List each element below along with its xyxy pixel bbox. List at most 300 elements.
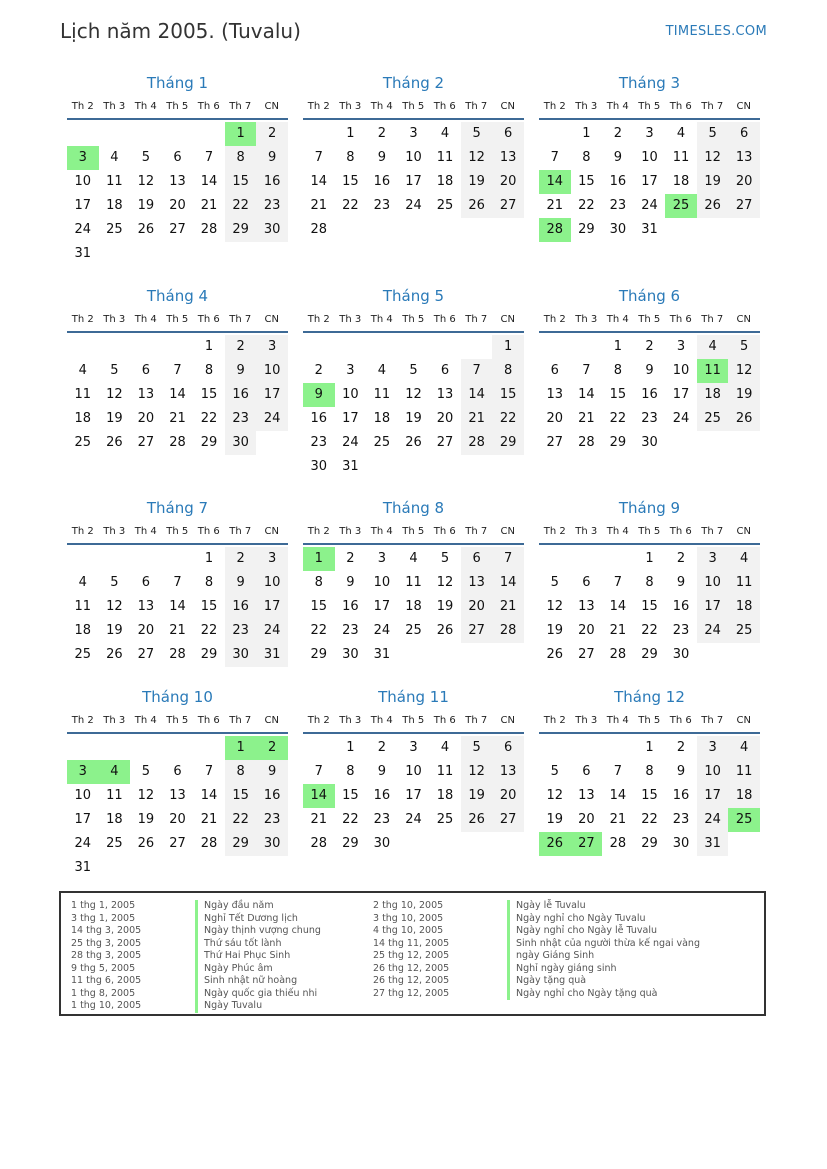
day-cell[interactable]: 20 [578,812,595,827]
day-cell[interactable]: 22 [225,194,257,218]
day-cell[interactable]: 17 [405,174,422,189]
day-cell[interactable]: 26 [697,194,729,218]
day-cell[interactable]: 30 [609,222,627,237]
day-cell[interactable]: 18 [74,623,92,638]
day-cell[interactable]: 1 [346,740,355,755]
day-cell[interactable]: 23 [672,623,690,638]
day-cell[interactable]: 8 [346,150,355,165]
day-cell[interactable]: 11 [74,599,92,614]
day-cell[interactable]: 1 [582,126,591,141]
day-cell[interactable]: 7 [204,764,214,779]
day-cell[interactable]: 24 [672,411,690,426]
day-cell[interactable]: 30 [672,647,690,662]
day-cell[interactable]: 28 [492,619,524,643]
day-cell[interactable]: 22 [641,812,658,827]
day-cell[interactable]: 22 [492,407,524,431]
day-cell[interactable]: 16 [256,170,288,194]
day-cell[interactable]: 26 [728,407,760,431]
holiday-day-cell[interactable]: 27 [571,832,603,856]
day-cell[interactable]: 2 [613,126,623,141]
day-cell[interactable]: 23 [225,619,257,643]
day-cell[interactable]: 15 [310,599,328,614]
day-cell[interactable]: 13 [436,387,454,402]
day-cell[interactable]: 30 [225,643,257,667]
day-cell[interactable]: 20 [578,623,595,638]
day-cell[interactable]: 15 [641,788,658,803]
day-cell[interactable]: 12 [436,575,454,590]
day-cell[interactable]: 27 [492,808,524,832]
day-cell[interactable]: 14 [609,788,627,803]
day-cell[interactable]: 15 [578,174,595,189]
day-cell[interactable]: 5 [550,764,559,779]
day-cell[interactable]: 4 [676,126,686,141]
day-cell[interactable]: 14 [169,387,186,402]
day-cell[interactable]: 18 [728,784,760,808]
day-cell[interactable]: 11 [672,150,690,165]
day-cell[interactable]: 25 [106,836,123,851]
day-cell[interactable]: 3 [256,335,288,359]
day-cell[interactable]: 2 [346,551,355,566]
day-cell[interactable]: 12 [405,387,422,402]
day-cell[interactable]: 19 [106,411,123,426]
day-cell[interactable]: 20 [728,170,760,194]
day-cell[interactable]: 5 [697,122,729,146]
day-cell[interactable]: 16 [672,599,690,614]
day-cell[interactable]: 22 [310,623,328,638]
day-cell[interactable]: 16 [672,788,690,803]
day-cell[interactable]: 24 [697,619,729,643]
day-cell[interactable]: 30 [310,459,328,474]
day-cell[interactable]: 21 [546,198,564,213]
day-cell[interactable]: 2 [256,122,288,146]
day-cell[interactable]: 6 [582,764,591,779]
day-cell[interactable]: 22 [225,808,257,832]
day-cell[interactable]: 23 [373,198,391,213]
day-cell[interactable]: 16 [225,595,257,619]
day-cell[interactable]: 6 [440,363,450,378]
day-cell[interactable]: 9 [645,363,654,378]
day-cell[interactable]: 3 [409,126,418,141]
day-cell[interactable]: 5 [141,150,151,165]
day-cell[interactable]: 17 [697,784,729,808]
day-cell[interactable]: 22 [342,812,359,827]
day-cell[interactable]: 31 [373,647,391,662]
day-cell[interactable]: 17 [74,812,92,827]
day-cell[interactable]: 7 [204,150,214,165]
day-cell[interactable]: 10 [373,575,391,590]
day-cell[interactable]: 24 [641,198,658,213]
day-cell[interactable]: 4 [78,363,87,378]
day-cell[interactable]: 16 [373,174,391,189]
day-cell[interactable]: 11 [728,760,760,784]
day-cell[interactable]: 15 [200,387,218,402]
day-cell[interactable]: 31 [74,860,92,875]
day-cell[interactable]: 17 [256,595,288,619]
day-cell[interactable]: 5 [461,122,493,146]
day-cell[interactable]: 1 [645,551,654,566]
day-cell[interactable]: 19 [137,198,155,213]
day-cell[interactable]: 15 [609,387,627,402]
site-link[interactable]: TIMESLES.COM [665,24,767,39]
day-cell[interactable]: 27 [461,619,493,643]
day-cell[interactable]: 9 [256,760,288,784]
day-cell[interactable]: 21 [169,623,186,638]
day-cell[interactable]: 11 [373,387,391,402]
day-cell[interactable]: 5 [110,363,119,378]
day-cell[interactable]: 21 [578,411,595,426]
day-cell[interactable]: 10 [697,760,729,784]
day-cell[interactable]: 13 [728,146,760,170]
day-cell[interactable]: 27 [137,647,155,662]
day-cell[interactable]: 26 [461,808,493,832]
day-cell[interactable]: 24 [256,619,288,643]
day-cell[interactable]: 28 [461,431,493,455]
day-cell[interactable]: 12 [728,359,760,383]
day-cell[interactable]: 16 [609,174,627,189]
day-cell[interactable]: 18 [405,599,422,614]
day-cell[interactable]: 29 [641,836,658,851]
day-cell[interactable]: 20 [436,411,454,426]
day-cell[interactable]: 14 [310,174,328,189]
day-cell[interactable]: 30 [373,836,391,851]
day-cell[interactable]: 23 [373,812,391,827]
day-cell[interactable]: 23 [310,435,328,450]
day-cell[interactable]: 3 [697,736,729,760]
day-cell[interactable]: 9 [676,764,686,779]
day-cell[interactable]: 26 [405,435,422,450]
day-cell[interactable]: 20 [492,170,524,194]
day-cell[interactable]: 29 [310,647,328,662]
day-cell[interactable]: 1 [492,335,524,359]
day-cell[interactable]: 25 [436,812,454,827]
day-cell[interactable]: 9 [676,575,686,590]
day-cell[interactable]: 7 [173,575,182,590]
day-cell[interactable]: 8 [204,363,214,378]
day-cell[interactable]: 17 [405,788,422,803]
day-cell[interactable]: 4 [78,575,87,590]
day-cell[interactable]: 12 [461,146,493,170]
day-cell[interactable]: 21 [169,411,186,426]
day-cell[interactable]: 21 [310,198,328,213]
day-cell[interactable]: 7 [550,150,559,165]
holiday-day-cell[interactable]: 26 [539,832,571,856]
day-cell[interactable]: 1 [204,551,214,566]
holiday-day-cell[interactable]: 1 [225,122,257,146]
day-cell[interactable]: 19 [728,383,760,407]
day-cell[interactable]: 10 [672,363,690,378]
day-cell[interactable]: 2 [676,740,686,755]
holiday-day-cell[interactable]: 4 [99,760,131,784]
day-cell[interactable]: 15 [225,784,257,808]
day-cell[interactable]: 20 [461,595,493,619]
day-cell[interactable]: 15 [342,174,359,189]
day-cell[interactable]: 16 [342,599,359,614]
day-cell[interactable]: 19 [436,599,454,614]
day-cell[interactable]: 27 [728,194,760,218]
day-cell[interactable]: 20 [169,812,186,827]
day-cell[interactable]: 2 [645,339,654,354]
day-cell[interactable]: 31 [641,222,658,237]
day-cell[interactable]: 7 [492,547,524,571]
day-cell[interactable]: 5 [110,575,119,590]
day-cell[interactable]: 13 [578,788,595,803]
day-cell[interactable]: 19 [461,170,493,194]
day-cell[interactable]: 12 [106,387,123,402]
day-cell[interactable]: 19 [137,812,155,827]
day-cell[interactable]: 30 [641,435,658,450]
day-cell[interactable]: 23 [256,194,288,218]
day-cell[interactable]: 29 [200,647,218,662]
holiday-day-cell[interactable]: 9 [303,383,335,407]
day-cell[interactable]: 3 [409,740,418,755]
day-cell[interactable]: 27 [169,836,186,851]
day-cell[interactable]: 19 [546,812,564,827]
day-cell[interactable]: 5 [141,764,151,779]
day-cell[interactable]: 14 [461,383,493,407]
day-cell[interactable]: 26 [461,194,493,218]
holiday-day-cell[interactable]: 1 [303,547,335,571]
day-cell[interactable]: 3 [645,126,654,141]
day-cell[interactable]: 13 [578,599,595,614]
day-cell[interactable]: 21 [492,595,524,619]
day-cell[interactable]: 9 [225,571,257,595]
holiday-day-cell[interactable]: 25 [728,808,760,832]
day-cell[interactable]: 14 [609,599,627,614]
day-cell[interactable]: 20 [137,411,155,426]
day-cell[interactable]: 2 [225,335,257,359]
day-cell[interactable]: 21 [200,812,218,827]
day-cell[interactable]: 19 [106,623,123,638]
day-cell[interactable]: 6 [582,575,591,590]
day-cell[interactable]: 6 [492,122,524,146]
day-cell[interactable]: 24 [697,808,729,832]
day-cell[interactable]: 11 [106,174,123,189]
day-cell[interactable]: 17 [373,599,391,614]
holiday-day-cell[interactable]: 28 [539,218,571,242]
day-cell[interactable]: 10 [641,150,658,165]
day-cell[interactable]: 10 [74,788,92,803]
day-cell[interactable]: 6 [141,363,151,378]
day-cell[interactable]: 22 [342,198,359,213]
day-cell[interactable]: 2 [377,740,387,755]
day-cell[interactable]: 29 [342,836,359,851]
day-cell[interactable]: 7 [461,359,493,383]
day-cell[interactable]: 23 [609,198,627,213]
day-cell[interactable]: 21 [609,812,627,827]
day-cell[interactable]: 4 [728,547,760,571]
day-cell[interactable]: 25 [697,407,729,431]
day-cell[interactable]: 3 [676,339,686,354]
day-cell[interactable]: 8 [204,575,214,590]
day-cell[interactable]: 23 [672,812,690,827]
day-cell[interactable]: 17 [74,198,92,213]
day-cell[interactable]: 23 [256,808,288,832]
day-cell[interactable]: 24 [256,407,288,431]
day-cell[interactable]: 29 [225,832,257,856]
day-cell[interactable]: 25 [74,647,92,662]
day-cell[interactable]: 17 [342,411,359,426]
day-cell[interactable]: 8 [582,150,591,165]
day-cell[interactable]: 18 [436,788,454,803]
day-cell[interactable]: 13 [546,387,564,402]
day-cell[interactable]: 12 [546,788,564,803]
day-cell[interactable]: 4 [440,126,450,141]
day-cell[interactable]: 4 [697,335,729,359]
day-cell[interactable]: 14 [169,599,186,614]
day-cell[interactable]: 18 [672,174,690,189]
day-cell[interactable]: 7 [314,150,323,165]
day-cell[interactable]: 11 [728,571,760,595]
day-cell[interactable]: 4 [377,363,387,378]
day-cell[interactable]: 18 [106,198,123,213]
day-cell[interactable]: 7 [613,764,623,779]
holiday-day-cell[interactable]: 1 [225,736,257,760]
day-cell[interactable]: 2 [676,551,686,566]
day-cell[interactable]: 25 [74,435,92,450]
day-cell[interactable]: 30 [672,836,690,851]
day-cell[interactable]: 9 [225,359,257,383]
day-cell[interactable]: 29 [578,222,595,237]
day-cell[interactable]: 26 [546,647,564,662]
day-cell[interactable]: 12 [106,599,123,614]
day-cell[interactable]: 6 [461,547,493,571]
day-cell[interactable]: 11 [436,150,454,165]
day-cell[interactable]: 8 [225,760,257,784]
day-cell[interactable]: 7 [613,575,623,590]
day-cell[interactable]: 24 [405,812,422,827]
day-cell[interactable]: 15 [492,383,524,407]
day-cell[interactable]: 29 [641,647,658,662]
day-cell[interactable]: 6 [728,122,760,146]
holiday-day-cell[interactable]: 25 [665,194,697,218]
day-cell[interactable]: 30 [256,218,288,242]
day-cell[interactable]: 28 [310,836,328,851]
day-cell[interactable]: 6 [141,575,151,590]
day-cell[interactable]: 18 [697,383,729,407]
day-cell[interactable]: 20 [492,784,524,808]
day-cell[interactable]: 14 [200,788,218,803]
day-cell[interactable]: 17 [641,174,658,189]
holiday-day-cell[interactable]: 3 [67,146,99,170]
day-cell[interactable]: 5 [440,551,450,566]
day-cell[interactable]: 31 [256,643,288,667]
day-cell[interactable]: 8 [613,363,623,378]
day-cell[interactable]: 10 [74,174,92,189]
day-cell[interactable]: 30 [256,832,288,856]
day-cell[interactable]: 9 [256,146,288,170]
day-cell[interactable]: 6 [173,150,182,165]
day-cell[interactable]: 3 [697,547,729,571]
day-cell[interactable]: 23 [342,623,359,638]
day-cell[interactable]: 10 [342,387,359,402]
holiday-day-cell[interactable]: 14 [539,170,571,194]
day-cell[interactable]: 25 [436,198,454,213]
day-cell[interactable]: 28 [609,836,627,851]
day-cell[interactable]: 24 [405,198,422,213]
day-cell[interactable]: 8 [645,764,654,779]
day-cell[interactable]: 26 [137,836,155,851]
day-cell[interactable]: 17 [697,595,729,619]
day-cell[interactable]: 18 [728,595,760,619]
day-cell[interactable]: 10 [256,571,288,595]
day-cell[interactable]: 26 [137,222,155,237]
day-cell[interactable]: 14 [200,174,218,189]
day-cell[interactable]: 23 [225,407,257,431]
day-cell[interactable]: 5 [461,736,493,760]
day-cell[interactable]: 3 [256,547,288,571]
day-cell[interactable]: 9 [377,150,387,165]
day-cell[interactable]: 11 [405,575,422,590]
day-cell[interactable]: 1 [204,339,214,354]
day-cell[interactable]: 2 [314,363,323,378]
day-cell[interactable]: 9 [377,764,387,779]
day-cell[interactable]: 20 [137,623,155,638]
holiday-day-cell[interactable]: 14 [303,784,335,808]
day-cell[interactable]: 13 [492,760,524,784]
day-cell[interactable]: 24 [74,836,92,851]
day-cell[interactable]: 7 [314,764,323,779]
day-cell[interactable]: 21 [609,623,627,638]
day-cell[interactable]: 9 [613,150,623,165]
day-cell[interactable]: 11 [106,788,123,803]
day-cell[interactable]: 26 [106,647,123,662]
day-cell[interactable]: 13 [492,146,524,170]
day-cell[interactable]: 5 [550,575,559,590]
day-cell[interactable]: 19 [461,784,493,808]
day-cell[interactable]: 13 [169,788,186,803]
day-cell[interactable]: 22 [200,623,218,638]
day-cell[interactable]: 10 [697,571,729,595]
day-cell[interactable]: 10 [405,150,422,165]
day-cell[interactable]: 30 [225,431,257,455]
day-cell[interactable]: 4 [409,551,418,566]
day-cell[interactable]: 18 [436,174,454,189]
day-cell[interactable]: 19 [697,170,729,194]
day-cell[interactable]: 22 [578,198,595,213]
day-cell[interactable]: 24 [373,623,391,638]
day-cell[interactable]: 25 [373,435,391,450]
day-cell[interactable]: 28 [578,435,595,450]
day-cell[interactable]: 27 [492,194,524,218]
day-cell[interactable]: 8 [492,359,524,383]
day-cell[interactable]: 31 [697,832,729,856]
day-cell[interactable]: 27 [169,222,186,237]
day-cell[interactable]: 15 [200,599,218,614]
day-cell[interactable]: 16 [256,784,288,808]
day-cell[interactable]: 1 [613,339,623,354]
day-cell[interactable]: 16 [225,383,257,407]
day-cell[interactable]: 20 [169,198,186,213]
day-cell[interactable]: 29 [200,435,218,450]
day-cell[interactable]: 26 [106,435,123,450]
day-cell[interactable]: 27 [578,647,595,662]
day-cell[interactable]: 13 [461,571,493,595]
day-cell[interactable]: 21 [461,407,493,431]
day-cell[interactable]: 2 [225,547,257,571]
day-cell[interactable]: 18 [373,411,391,426]
day-cell[interactable]: 22 [200,411,218,426]
day-cell[interactable]: 17 [256,383,288,407]
day-cell[interactable]: 9 [346,575,355,590]
day-cell[interactable]: 25 [106,222,123,237]
day-cell[interactable]: 10 [256,359,288,383]
day-cell[interactable]: 14 [578,387,595,402]
day-cell[interactable]: 29 [225,218,257,242]
day-cell[interactable]: 15 [225,170,257,194]
day-cell[interactable]: 16 [373,788,391,803]
day-cell[interactable]: 29 [609,435,627,450]
day-cell[interactable]: 15 [342,788,359,803]
